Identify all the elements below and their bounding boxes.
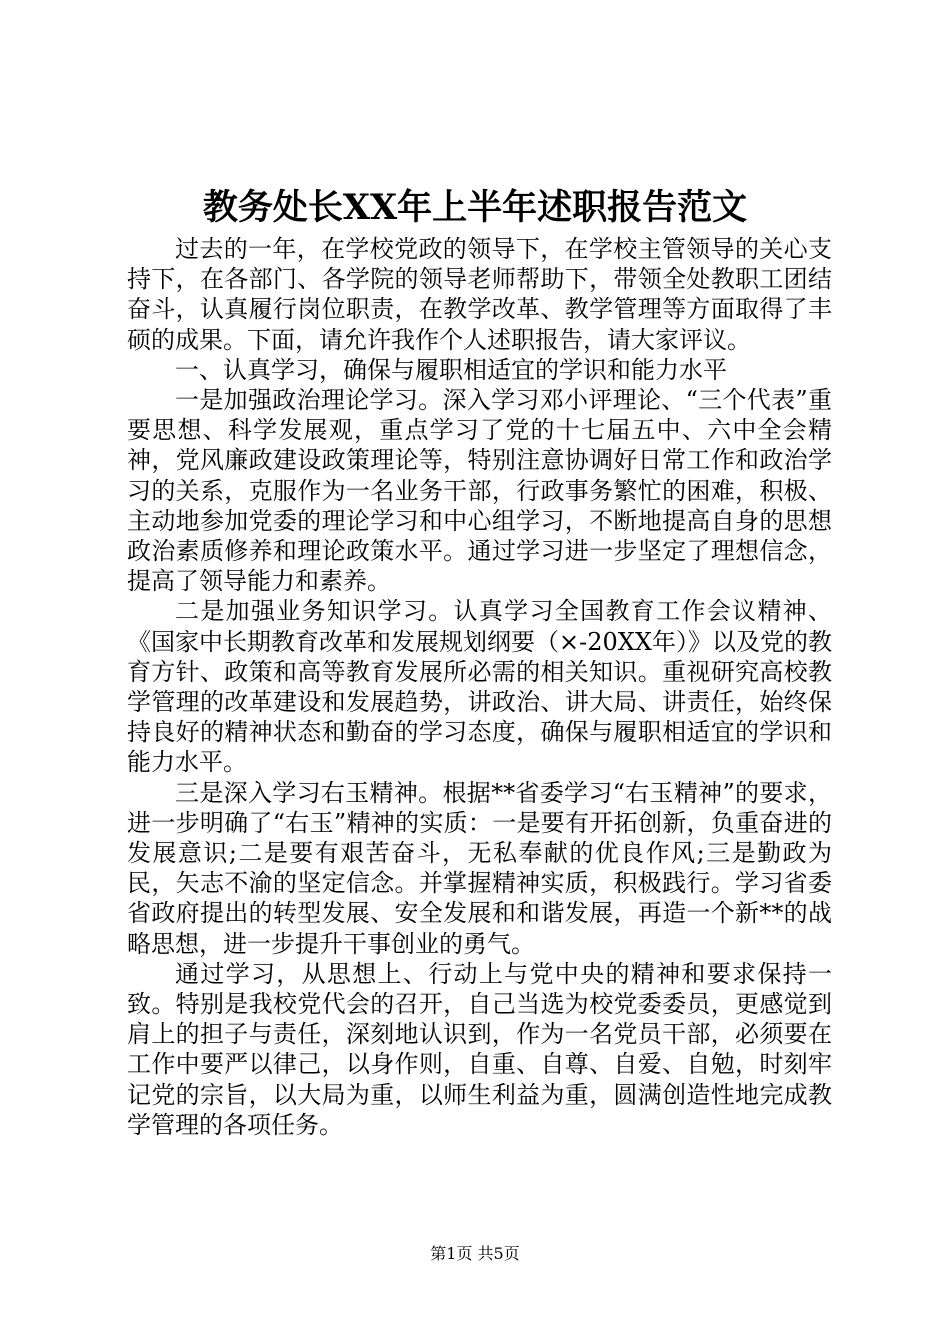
paragraph-youyu-spirit: 三是深入学习右玉精神。根据**省委学习“右玉精神”的要求，进一步明确了“右玉”精神的实质：一是要有开拓创新，负重奋进的发展意识;二是要有艰苦奋斗，无私奉献的优良作风;三是勤政为民，矢志不渝的坚定信念。并掌握精神实质，积极践行。学习省委省政府提出的转型发展、安全发展和和谐发展，再造一个新**的战略思想，进一步提升干事创业的勇气。 — [127, 778, 832, 958]
document-title: 教务处长XX年上半年述职报告范文 — [202, 187, 748, 228]
paragraph-business-study: 二是加强业务知识学习。认真学习全国教育工作会议精神、《国家中长期教育改革和发展规划纲要（×-20XX年）》以及党的教育方针、政策和高等教育发展所必需的相关知识。重视研究高校教学管理的改革建设和发展趋势，讲政治、讲大局、讲责任，始终保持良好的精神状态和勤奋的学习态度，确保与履职相适宜的学识和能力水平。 — [127, 597, 832, 777]
paragraph-intro: 过去的一年，在学校党政的领导下，在学校主管领导的关心支持下，在各部门、各学院的领导老师帮助下，带领全处教职工团结奋斗，认真履行岗位职责，在教学改革、教学管理等方面取得了丰硕的成果。下面，请允许我作个人述职报告，请大家评议。 — [127, 235, 832, 354]
section-heading-1: 一、认真学习，确保与履职相适宜的学识和能力水平 — [175, 355, 727, 384]
page-number-footer: 第1页 共5页 — [430, 1244, 520, 1263]
paragraph-conclusion: 通过学习，从思想上、行动上与党中央的精神和要求保持一致。特别是我校党代会的召开，自己当选为校党委委员，更感觉到肩上的担子与责任，深刻地认识到，作为一名党员干部，必须要在工作中要严以律己，以身作则，自重、自尊、自爱、自勉，时刻牢记党的宗旨，以大局为重，以师生利益为重，圆满创造性地完成教学管理的各项任务。 — [127, 959, 832, 1139]
paragraph-political-study: 一是加强政治理论学习。深入学习邓小评理论、“三个代表”重要思想、科学发展观，重点学习了党的十七届五中、六中全会精神，党风廉政建设政策理论等，特别注意协调好日常工作和政治学习的关系，克服作为一名业务干部，行政事务繁忙的困难，积极、主动地参加党委的理论学习和中心组学习，不断地提高自身的思想政治素质修养和理论政策水平。通过学习进一步坚定了理想信念，提高了领导能力和素养。 — [127, 386, 832, 596]
document-body — [127, 234, 832, 1140]
